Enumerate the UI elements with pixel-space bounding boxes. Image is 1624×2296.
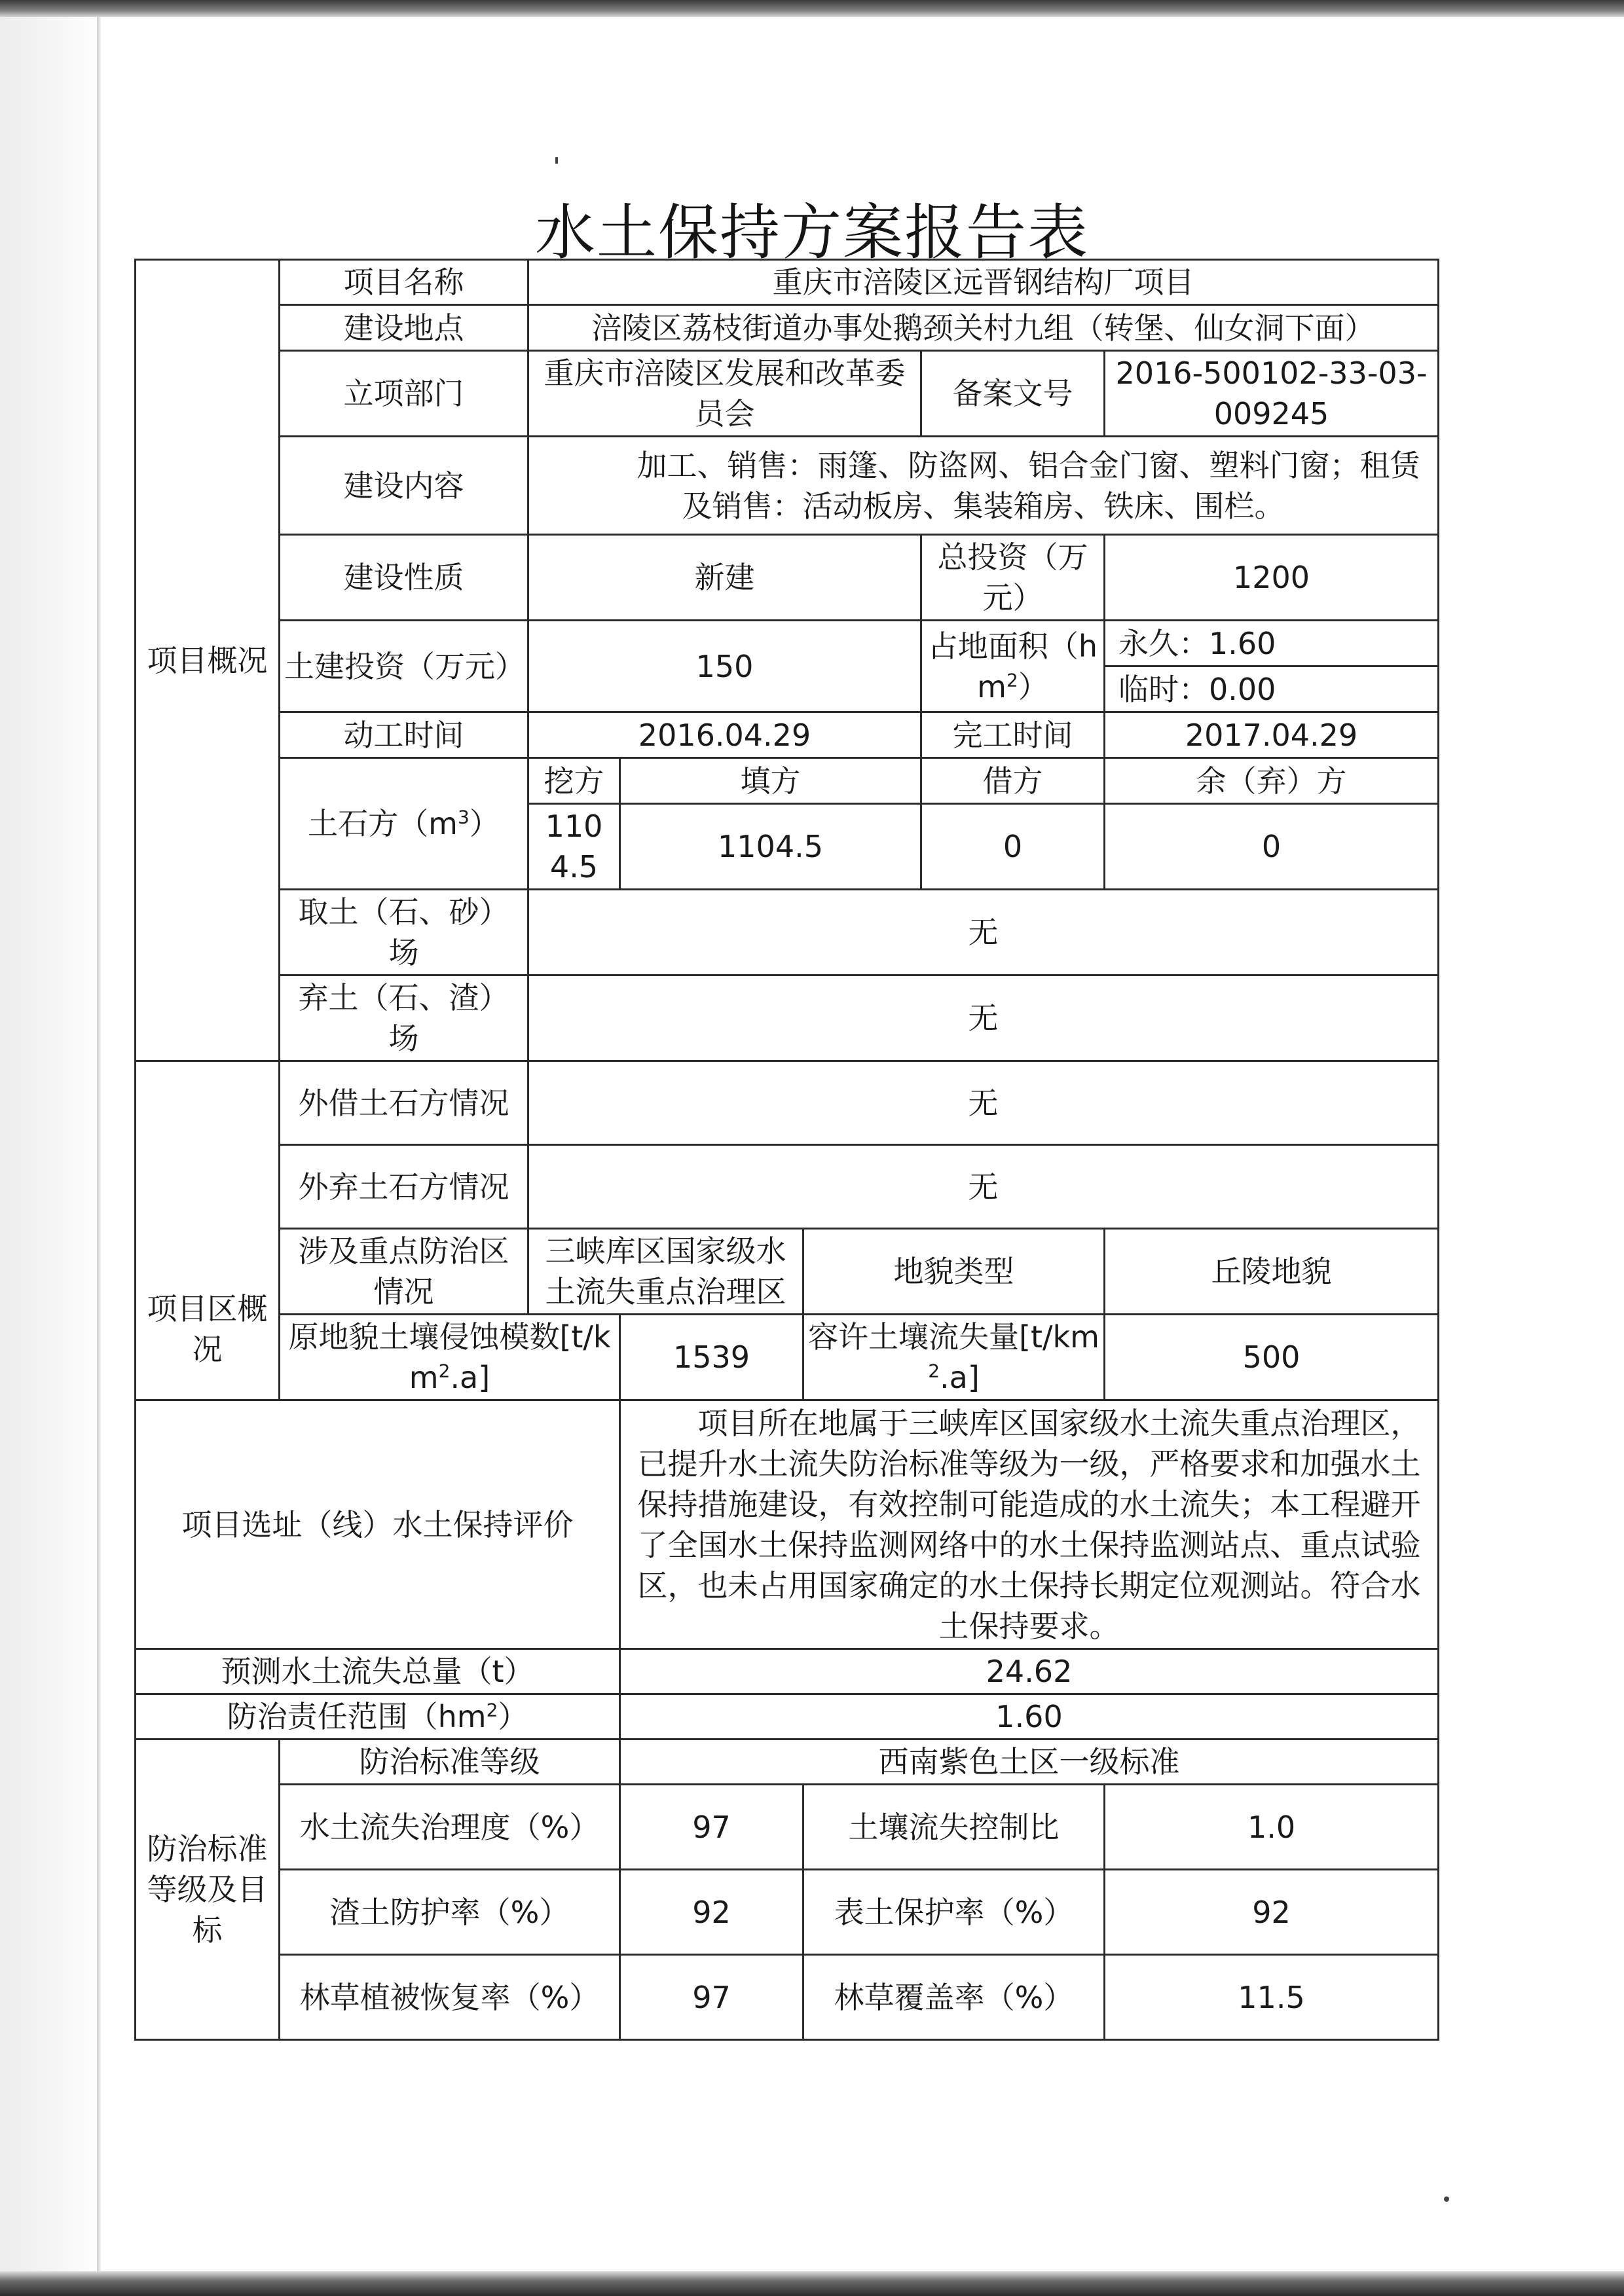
filing-no-label: 备案文号 <box>921 351 1105 437</box>
row-schedule <box>136 712 1439 758</box>
total-invest-label: 总投资（万元） <box>921 535 1105 621</box>
page-title: 水土保持方案报告表 <box>534 198 1089 268</box>
row-resp-range <box>136 1694 1439 1740</box>
row-key-zone <box>136 1229 1439 1315</box>
section-standard-targets: 防治标准等级及目标 <box>136 1740 280 2040</box>
earthwork-value-cut: 1104.5 <box>528 804 620 890</box>
end-label: 完工时间 <box>921 712 1105 758</box>
target-value-3a: 97 <box>620 1955 803 2040</box>
resp-range-value: 1.60 <box>620 1694 1439 1740</box>
spoil-site-value: 无 <box>528 975 1439 1061</box>
end-value: 2017.04.29 <box>1105 712 1439 758</box>
predicted-loss-value: 24.62 <box>620 1649 1439 1694</box>
nature-value: 新建 <box>528 535 921 621</box>
approval-dept-label: 立项部门 <box>280 351 528 437</box>
row-standard-2 <box>136 1870 1439 1955</box>
evaluation-text: 项目所在地属于三峡库区国家级水土流失重点治理区，已提升水土流失防治标准等级为一级，严格要求和加强水土保持措施建设，有效控制可能造成的水土流失；本工程避开了全国水土保持监测网络中的水土保持监测站点、重点试验区，也未占用国家确定的水土保持长期定位观测站。符合水土保持要求。 <box>620 1400 1439 1649</box>
earthwork-label: 土石方$(m^3)$ <box>280 758 528 890</box>
key-zone-label: 涉及重点防治区情况 <box>280 1229 528 1315</box>
allowable-value: 500 <box>1105 1315 1439 1400</box>
standard-grade-label: 防治标准等级 <box>280 1740 620 1785</box>
target-label-2a: 渣土防护率（%） <box>280 1870 620 1955</box>
evaluation-label: 项目选址（线）水土保持评价 <box>136 1400 620 1649</box>
target-value-2a: 92 <box>620 1870 803 1955</box>
row-location <box>136 305 1439 351</box>
target-label-3a: 林草植被恢复率（%） <box>280 1955 620 2040</box>
standard-grade-value: 西南紫色土区一级标准 <box>620 1740 1439 1785</box>
row-spoil-site <box>136 975 1439 1061</box>
external-borrow-value: 无 <box>528 1061 1439 1145</box>
target-label-2b: 表土保护率（%） <box>803 1870 1105 1955</box>
target-value-1a: 97 <box>620 1785 803 1870</box>
scan-top-border <box>0 0 1624 17</box>
row-standard-3 <box>136 1955 1439 2040</box>
earthwork-header-spoil: 余（弃）方 <box>1105 758 1439 804</box>
row-civil-invest-a <box>136 621 1439 666</box>
landform-value: 丘陵地貌 <box>1105 1229 1439 1315</box>
borrow-site-label: 取土（石、砂）场 <box>280 890 528 975</box>
scan-speck <box>555 157 558 164</box>
land-permanent: 永久：1.60 <box>1105 621 1439 666</box>
nature-label: 建设性质 <box>280 535 528 621</box>
section-project-overview: 项目概况 <box>136 260 280 1061</box>
approval-dept-value: 重庆市涪陵区发展和改革委员会 <box>528 351 921 437</box>
target-value-3b: 11.5 <box>1105 1955 1439 2040</box>
row-evaluation <box>136 1400 1439 1649</box>
total-invest-value: 1200 <box>1105 535 1439 621</box>
row-project-name <box>136 260 1439 305</box>
location-value: 涪陵区荔枝街道办事处鹅颈关村九组（转堡、仙女洞下面） <box>528 305 1439 351</box>
report-table <box>134 259 1439 2041</box>
row-external-spoil <box>136 1145 1439 1229</box>
allowable-label: 容许土壤流失量$[t/km^2.a]$ <box>803 1315 1105 1400</box>
target-label-1b: 土壤流失控制比 <box>803 1785 1105 1870</box>
row-standard-1 <box>136 1785 1439 1870</box>
erosion-value: 1539 <box>620 1315 803 1400</box>
landform-label: 地貌类型 <box>803 1229 1105 1315</box>
target-label-3b: 林草覆盖率（%） <box>803 1955 1105 2040</box>
target-value-1b: 1.0 <box>1105 1785 1439 1870</box>
spoil-site-label: 弃土（石、渣）场 <box>280 975 528 1061</box>
row-earthwork-headers <box>136 758 1439 804</box>
row-nature <box>136 535 1439 621</box>
earthwork-header-cut: 挖方 <box>528 758 620 804</box>
target-value-2b: 92 <box>1105 1870 1439 1955</box>
row-borrow-site <box>136 890 1439 975</box>
key-zone-value: 三峡库区国家级水土流失重点治理区 <box>528 1229 803 1315</box>
scan-left-shadow <box>0 0 98 2296</box>
earthwork-header-fill: 填方 <box>620 758 921 804</box>
scan-speck <box>1444 2196 1449 2202</box>
row-standard-grade <box>136 1740 1439 1785</box>
predicted-loss-label: 预测水土流失总量（t） <box>136 1649 620 1694</box>
project-name-label: 项目名称 <box>280 260 528 305</box>
earthwork-value-borrow: 0 <box>921 804 1105 890</box>
start-label: 动工时间 <box>280 712 528 758</box>
erosion-label: 原地貌土壤侵蚀模数$[t/km^2.a]$ <box>280 1315 620 1400</box>
start-value: 2016.04.29 <box>528 712 921 758</box>
land-temporary: 临时：0.00 <box>1105 666 1439 712</box>
borrow-site-value: 无 <box>528 890 1439 975</box>
project-name-value: 重庆市涪陵区远晋钢结构厂项目 <box>528 260 1439 305</box>
row-approval <box>136 351 1439 437</box>
land-area-label: 占地面积$(hm^2)$ <box>921 621 1105 712</box>
external-spoil-value: 无 <box>528 1145 1439 1229</box>
external-borrow-label: 外借土石方情况 <box>280 1061 528 1145</box>
filing-no-value: 2016-500102-33-03-009245 <box>1105 351 1439 437</box>
content-value: 加工、销售：雨篷、防盗网、铝合金门窗、塑料门窗；租赁及销售：活动板房、集装箱房、铁床、围栏。 <box>528 437 1439 535</box>
book-spine-edge <box>97 0 101 2296</box>
scan-bottom-border <box>0 2271 1624 2296</box>
location-label: 建设地点 <box>280 305 528 351</box>
row-erosion <box>136 1315 1439 1400</box>
civil-invest-value: 150 <box>528 621 921 712</box>
resp-range-label: 防治责任范围$(hm^2)$ <box>136 1694 620 1740</box>
earthwork-value-fill: 1104.5 <box>620 804 921 890</box>
target-label-1a: 水土流失治理度（%） <box>280 1785 620 1870</box>
earthwork-header-borrow: 借方 <box>921 758 1105 804</box>
content-label: 建设内容 <box>280 437 528 535</box>
section-area-overview: 项目区概况 <box>136 1061 280 1400</box>
external-spoil-label: 外弃土石方情况 <box>280 1145 528 1229</box>
row-content <box>136 437 1439 535</box>
row-external-borrow <box>136 1061 1439 1145</box>
civil-invest-label: 土建投资（万元） <box>280 621 528 712</box>
earthwork-value-spoil: 0 <box>1105 804 1439 890</box>
row-predicted-loss <box>136 1649 1439 1694</box>
